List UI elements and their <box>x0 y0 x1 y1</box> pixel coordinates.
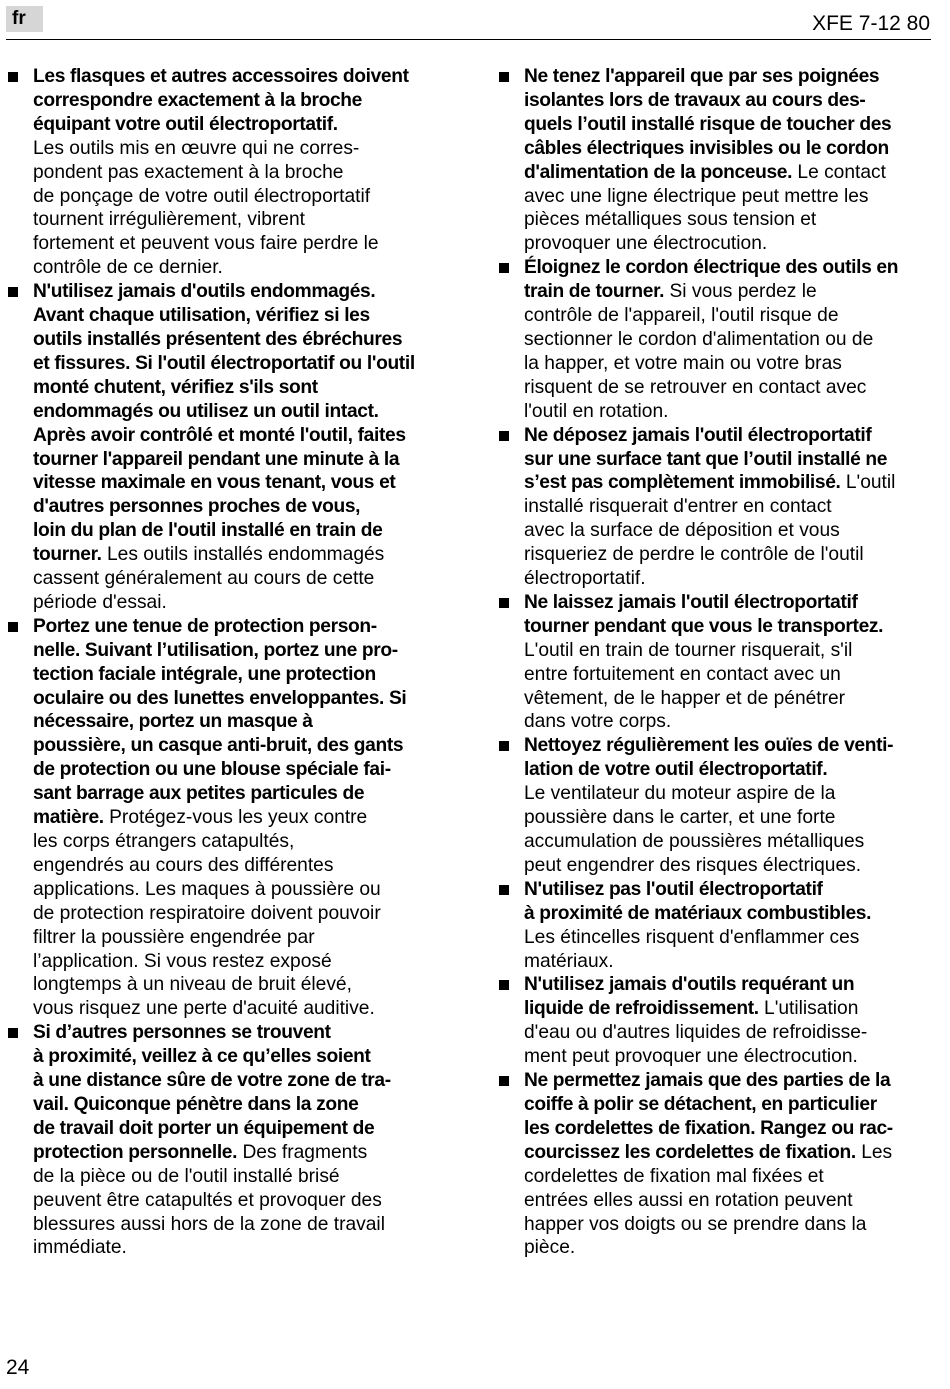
square-bullet-icon <box>8 1028 18 1038</box>
instruction-text-line: cordelettes de fixation mal fixées et <box>524 1165 824 1187</box>
instruction-text-line: accumulation de poussières métalliques <box>524 831 865 852</box>
instruction-text-line: filtrer la poussière engendrée par <box>33 926 315 948</box>
instruction-text-line: vêtement, de le happer et de pénétrer <box>524 687 846 709</box>
safety-instruction <box>33 1021 443 1260</box>
safety-instruction <box>524 591 934 734</box>
instruction-text-line: matériaux. <box>524 950 614 972</box>
instruction-heading-line: N'utilisez jamais d'outils endommagés. <box>33 281 376 303</box>
instruction-text-line: d'eau ou d'autres liquides de refroidisse- <box>524 1022 868 1044</box>
instruction-text-line: Les <box>855 1141 893 1163</box>
safety-instruction <box>524 1069 934 1260</box>
square-bullet-icon <box>8 72 18 82</box>
instruction-heading-line: Ne permettez jamais que des parties de la <box>524 1070 891 1092</box>
language-badge: fr <box>6 6 43 32</box>
instruction-text-line: les corps étrangers catapultés, <box>33 831 295 852</box>
instruction-heading-line: s’est pas complètement immobilisé. <box>524 472 841 494</box>
square-bullet-icon <box>499 980 509 990</box>
instruction-text-line: provoquer une électrocution. <box>524 233 768 255</box>
instruction-text-line: de ponçage de votre outil électroportatif <box>33 185 371 207</box>
instruction-heading-line: courcissez les cordelettes de fixation. <box>524 1141 856 1163</box>
instruction-text-line: pièces métalliques sous tension et <box>524 209 817 231</box>
instruction-text-line: entre fortuitement en contact avec un <box>524 663 841 685</box>
instruction-heading-line: à une distance sûre de votre zone de tra- <box>33 1070 391 1092</box>
instruction-heading-line: à proximité, veillez à ce qu’elles soient <box>33 1046 371 1068</box>
instruction-text-line: Des fragments <box>237 1141 368 1163</box>
safety-instruction <box>33 65 443 280</box>
square-bullet-icon <box>8 287 18 297</box>
instruction-text-line: la happer, et votre main ou votre bras <box>524 352 842 374</box>
instruction-text-line: L'outil en train de tourner risquerait, s'il <box>524 639 853 661</box>
instruction-heading-line: de protection ou une blouse spéciale fai- <box>33 759 391 781</box>
instruction-text-line: engendrés au cours des différentes <box>33 854 334 876</box>
instruction-heading-line: isolantes lors de travaux au cours des- <box>524 89 866 111</box>
instruction-text-line: fortement et peuvent vous faire perdre le <box>33 233 379 255</box>
instruction-text-line: l’application. Si vous restez exposé <box>33 950 332 972</box>
instruction-heading-line: protection personnelle. <box>33 1141 238 1163</box>
instruction-heading-line: Nettoyez régulièrement les ouïes de venti- <box>524 735 894 757</box>
instruction-text-line: ment peut provoquer une électrocution. <box>524 1046 858 1068</box>
instruction-text-line: peuvent être catapultés et provoquer des <box>33 1189 382 1211</box>
instruction-heading-line: tourner pendant que vous le transportez. <box>524 615 884 637</box>
instruction-heading-line: monté chutent, vérifiez s'ils sont <box>33 376 318 398</box>
instruction-text-line: contrôle de l'appareil, l'outil risque de <box>524 305 839 327</box>
instruction-text-line: pondent pas exactement à la broche <box>33 161 344 183</box>
safety-instruction <box>33 280 443 615</box>
instruction-heading-line: lation de votre outil électroportatif. <box>524 759 828 781</box>
left-column <box>33 65 443 1260</box>
instruction-text-line: Le ventilateur du moteur aspire de la <box>524 783 836 805</box>
instruction-text-line: immédiate. <box>33 1237 127 1259</box>
instruction-heading-line: tection faciale intégrale, une protection <box>33 663 376 685</box>
safety-instruction <box>524 65 934 256</box>
instruction-text-line: installé risquerait d'entrer en contact <box>524 496 832 518</box>
square-bullet-icon <box>499 741 509 751</box>
instruction-heading-line: loin du plan de l'outil installé en train de <box>33 520 383 542</box>
instruction-text-line: risqueriez de perdre le contrôle de l'outil <box>524 544 864 566</box>
instruction-heading-line: sant barrage aux petites particules de <box>33 783 365 805</box>
instruction-text-line: de protection respiratoire doivent pouvoir <box>33 902 381 924</box>
instruction-heading-line: outils installés présentent des ébréchures <box>33 328 403 350</box>
instruction-text-line: Les outils installés endommagés <box>101 544 385 566</box>
instruction-heading-line: Les flasques et autres accessoires doivent <box>33 66 409 87</box>
instruction-text-line: poussière dans le carter, et une forte <box>524 807 836 829</box>
instruction-heading-line: vitesse maximale en vous tenant, vous et <box>33 472 396 494</box>
instruction-heading-line: Avant chaque utilisation, vérifiez si les <box>33 305 370 327</box>
square-bullet-icon <box>499 1076 509 1086</box>
instruction-heading-line: les cordelettes de fixation. Rangez ou rac- <box>524 1117 893 1139</box>
instruction-heading-line: N'utilisez jamais d'outils requérant un <box>524 974 855 996</box>
safety-instruction <box>524 424 934 591</box>
model-number: XFE 7-12 80 <box>812 12 930 35</box>
instruction-heading-line: Portez une tenue de protection person- <box>33 615 377 637</box>
instruction-heading-line: Après avoir contrôlé et monté l'outil, faites <box>33 424 406 446</box>
instruction-text-line: entrées elles aussi en rotation peuvent <box>524 1189 853 1211</box>
instruction-text-line: de la pièce ou de l'outil installé brisé <box>33 1165 340 1187</box>
instruction-heading-line: coiffe à polir se détachent, en particulier <box>524 1093 877 1115</box>
instruction-text-line: tournent irrégulièrement, vibrent <box>33 209 305 231</box>
square-bullet-icon <box>499 72 509 82</box>
instruction-heading-line: câbles électriques invisibles ou le cordon <box>524 137 889 159</box>
square-bullet-icon <box>499 885 509 895</box>
instruction-heading-line: Ne tenez l'appareil que par ses poignées <box>524 66 880 87</box>
instruction-text-line: risquent de se retrouver en contact avec <box>524 376 867 398</box>
instruction-text-line: période d'essai. <box>33 591 167 613</box>
instruction-heading-line: à proximité de matériaux combustibles. <box>524 902 872 924</box>
instruction-text-line: dans votre corps. <box>524 711 672 733</box>
instruction-heading-line: équipant votre outil électroportatif. <box>33 113 338 135</box>
instruction-text-line: happer vos doigts ou se prendre dans la <box>524 1213 867 1235</box>
safety-instruction <box>524 973 934 1069</box>
instruction-heading-line: Ne laissez jamais l'outil électroportatif <box>524 591 858 613</box>
square-bullet-icon <box>8 622 18 632</box>
instruction-text-line: avec la surface de déposition et vous <box>524 520 840 542</box>
instruction-text-line: contrôle de ce dernier. <box>33 257 223 279</box>
square-bullet-icon <box>499 598 509 608</box>
instruction-heading-line: correspondre exactement à la broche <box>33 89 362 111</box>
instruction-heading-line: nécessaire, portez un masque à <box>33 711 313 733</box>
page-number: 24 <box>6 1356 30 1379</box>
instruction-heading-line: train de tourner. <box>524 281 665 303</box>
instruction-heading-line: d'alimentation de la ponceuse. <box>524 161 793 183</box>
instruction-heading-line: vail. Quiconque pénètre dans la zone <box>33 1093 359 1115</box>
instruction-heading-line: Si d’autres personnes se trouvent <box>33 1022 331 1044</box>
instruction-heading-line: sur une surface tant que l’outil installé ne <box>524 448 888 470</box>
instruction-text-line: blessures aussi hors de la zone de travail <box>33 1213 385 1235</box>
instruction-heading-line: N'utilisez pas l'outil électroportatif <box>524 878 823 900</box>
instruction-heading-line: matière. <box>33 807 104 829</box>
instruction-text-line: pièce. <box>524 1237 576 1259</box>
instruction-heading-line: liquide de refroidissement. <box>524 998 759 1020</box>
instruction-heading-line: tourner. <box>33 544 102 566</box>
square-bullet-icon <box>499 431 509 441</box>
instruction-text-line: L'outil <box>840 472 896 494</box>
instruction-heading-line: de travail doit porter un équipement de <box>33 1117 375 1139</box>
instruction-text-line: Protégez-vous les yeux contre <box>103 807 368 829</box>
instruction-text-line: électroportatif. <box>524 568 646 590</box>
instruction-text-line: Le contact <box>792 161 886 183</box>
instruction-heading-line: oculaire ou des lunettes enveloppantes. Si <box>33 687 407 709</box>
safety-instruction <box>524 734 934 877</box>
instruction-text-line: longtemps à un niveau de bruit élevé, <box>33 974 352 996</box>
instruction-text-line: Les étincelles risquent d'enflammer ces <box>524 926 860 948</box>
instruction-heading-line: quels l’outil installé risque de toucher des <box>524 113 892 135</box>
instruction-text-line: cassent généralement au cours de cette <box>33 568 375 590</box>
square-bullet-icon <box>499 263 509 273</box>
instruction-text-line: applications. Les maques à poussière ou <box>33 878 381 900</box>
instruction-heading-line: Éloignez le cordon électrique des outils en <box>524 257 899 279</box>
instruction-text-line: peut engendrer des risques électriques. <box>524 854 862 876</box>
safety-instruction <box>524 256 934 423</box>
instruction-heading-line: poussière, un casque anti-bruit, des gants <box>33 735 404 757</box>
instruction-text-line: Les outils mis en œuvre qui ne corres- <box>33 137 360 159</box>
instruction-text-line: vous risquez une perte d'acuité auditive. <box>33 998 375 1020</box>
safety-instruction <box>33 615 443 1021</box>
instruction-heading-line: Ne déposez jamais l'outil électroportatif <box>524 424 872 446</box>
instruction-heading-line: et fissures. Si l'outil électroportatif ou l'outil <box>33 352 415 374</box>
instruction-heading-line: nelle. Suivant l’utilisation, portez une pro- <box>33 639 398 661</box>
instruction-text-line: l'outil en rotation. <box>524 400 669 422</box>
instruction-heading-line: tourner l'appareil pendant une minute à la <box>33 448 400 470</box>
header-divider <box>6 39 931 40</box>
instruction-text-line: sectionner le cordon d'alimentation ou de <box>524 328 874 350</box>
safety-instruction <box>524 878 934 974</box>
instruction-heading-line: endommagés ou utilisez un outil intact. <box>33 400 379 422</box>
instruction-text-line: Si vous perdez le <box>664 281 817 303</box>
instruction-text-line: avec une ligne électrique peut mettre les <box>524 185 869 207</box>
instruction-text-line: L'utilisation <box>758 998 859 1020</box>
right-column <box>524 65 934 1260</box>
instruction-heading-line: d'autres personnes proches de vous, <box>33 496 361 518</box>
